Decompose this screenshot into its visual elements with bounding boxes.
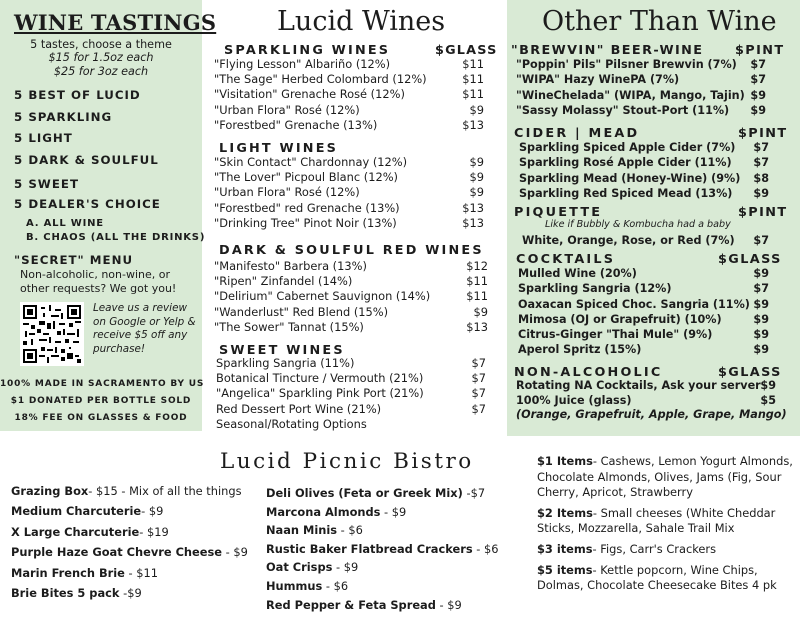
menu-item-price: $13 [466, 319, 488, 334]
menu-item-price: $13 [462, 215, 484, 230]
bistro-item [266, 486, 498, 505]
price-tier-items: - Kettle popcorn, Wine Chips, Dolmas, Chocolate Cheesecake Bites 4 pk [537, 562, 777, 593]
menu-item-name: Botanical Tincture / Vermouth (21%) [216, 371, 424, 386]
menu-item-price: $12 [466, 259, 488, 273]
bistro-item-name: Rustic Baker Flatbread Crackers [266, 541, 473, 556]
menu-item [518, 297, 769, 312]
price-tier-label: $1 Items [537, 454, 593, 468]
fee-note: 18% FEE ON GLASSES & FOOD [14, 413, 188, 423]
menu-item-price: $9 [469, 170, 484, 185]
other-than-wine-title: Other Than Wine [542, 6, 777, 37]
qr-code[interactable] [20, 302, 84, 366]
menu-item-price: $7 [753, 234, 769, 247]
menu-item-price: $7 [471, 371, 486, 386]
bistro-item [11, 525, 248, 545]
menu-item-price: $9 [750, 103, 766, 117]
bistro-item [266, 542, 498, 561]
menu-item-name: "Angelica" Sparkling Pink Port (21%) [216, 386, 424, 401]
bistro-item-name: Marin French Brie [11, 565, 125, 580]
menu-item-name: Seasonal/Rotating Options [216, 416, 367, 431]
menu-item [216, 417, 486, 432]
menu-item [214, 305, 488, 320]
bistro-item-price: - $9 [435, 597, 462, 612]
brewvin-list [516, 57, 766, 118]
menu-item-name: Oaxacan Spiced Choc. Sangria (11%) [518, 297, 750, 311]
bistro-item [266, 560, 498, 579]
brewvin-header: "BREWVIN" BEER-WINE [511, 43, 704, 58]
menu-item-name: Sparkling Sangria (11%) [216, 356, 355, 370]
piquette-list [522, 233, 769, 248]
menu-item-price: $5 [760, 394, 776, 408]
menu-item-name: Red Dessert Port Wine (21%) [216, 401, 382, 416]
price-tier-items: - Small cheeses (White Cheddar Sticks, Mozzarella, Sahale Trail Mix [537, 505, 776, 536]
menu-item-price: $9 [753, 297, 769, 311]
bistro-item [266, 579, 498, 598]
brewvin-price-header: $PINT [735, 43, 785, 58]
sparkling-wines-list [214, 57, 484, 133]
menu-item-name: Rotating NA Cocktails, Ask your server [516, 379, 761, 392]
bistro-item-name: Marcona Almonds [266, 504, 381, 519]
menu-item-price: $9 [750, 88, 766, 102]
menu-item-price: $8 [753, 171, 769, 185]
menu-item-name: Mulled Wine (20%) [518, 267, 637, 280]
menu-item-price: $13 [462, 117, 484, 132]
bistro-list-1 [11, 484, 248, 606]
menu-item [214, 72, 484, 87]
menu-item-price: $7 [753, 141, 769, 154]
menu-item-name: "Skin Contact" Chardonnay (12%) [214, 155, 408, 169]
menu-item-name: "Visitation" Grenache Rosé (12%) [214, 87, 405, 102]
bistro-item-name: Hummus [266, 578, 323, 593]
option-chaos: B. CHAOS (ALL THE DRINKS) [26, 232, 206, 243]
menu-item-name: "Flying Lesson" Albariño (12%) [214, 57, 391, 71]
menu-item-price: $7 [750, 73, 766, 87]
menu-item [522, 233, 769, 248]
menu-item [216, 371, 486, 386]
menu-item-name: White, Orange, Rose, or Red (7%) [522, 234, 735, 247]
non-alcoholic-price-header: $GLASS [718, 365, 782, 380]
menu-item-price: $11 [462, 57, 484, 71]
qr-code-image [23, 305, 81, 363]
cider-price-header: $PINT [738, 126, 788, 141]
menu-item [516, 103, 766, 118]
bistro-item [266, 523, 498, 542]
menu-item-name: "Manifesto" Barbera (13%) [214, 259, 367, 273]
menu-item [214, 170, 484, 185]
tastings-price-large: $25 for 3oz each [53, 65, 149, 78]
menu-item-name: "Drinking Tree" Pinot Noir (13%) [214, 215, 397, 230]
menu-item-price: $7 [750, 58, 766, 71]
price-tier-label: $2 Items [537, 505, 593, 520]
bistro-item [11, 504, 248, 524]
menu-item-price: $11 [466, 274, 488, 289]
menu-item-name: "The Lover" Picpoul Blanc (12%) [214, 170, 398, 185]
menu-item-price: $9 [469, 155, 484, 169]
menu-item-price: $9 [760, 379, 776, 392]
bistro-item-name: Brie Bites 5 pack [11, 585, 120, 600]
bistro-item-price: - $9 [141, 504, 164, 519]
menu-item-name: "The Sage" Herbed Colombard (12%) [214, 72, 427, 87]
menu-item-price: $9 [753, 267, 769, 280]
bistro-item-price: - $6 [322, 578, 349, 593]
piquette-header: PIQUETTE [514, 205, 603, 220]
menu-item [516, 88, 766, 103]
menu-item-name: "Sassy Molassy" Stout-Port (11%) [516, 103, 730, 117]
menu-item [214, 274, 488, 289]
menu-item-price: $11 [462, 87, 484, 102]
bistro-item [11, 586, 248, 606]
bistro-item-price: - $9 [380, 504, 407, 519]
light-wines-header: LIGHT WINES [219, 141, 339, 156]
bistro-item-name: Deli Olives (Feta or Greek Mix) [266, 486, 463, 500]
menu-item-name: "WineChelada" (WIPA, Mango, Tajin) [516, 88, 745, 102]
menu-item-name: "Urban Flora" Rosé (12%) [214, 185, 360, 200]
menu-item [519, 155, 769, 170]
menu-item [214, 155, 484, 170]
piquette-price-header: $PINT [738, 205, 788, 220]
menu-item [518, 266, 769, 281]
menu-item [518, 281, 769, 296]
bistro-list-2 [266, 486, 498, 616]
menu-item [519, 186, 769, 201]
sweet-wines-list [216, 356, 486, 432]
tastings-subtitle: 5 tastes, choose a theme [30, 38, 172, 51]
bistro-item [266, 598, 498, 617]
menu-item-name: Mimosa (OJ or Grapefruit) (10%) [518, 312, 722, 326]
bistro-item-name: Red Pepper & Feta Spread [266, 597, 436, 612]
theme-dealers-choice: 5 DEALER'S CHOICE [14, 197, 161, 211]
bistro-item-name: X Large Charcuterie [11, 524, 140, 539]
menu-item-price: $13 [462, 200, 484, 215]
bistro-item-price: -$7 [462, 486, 486, 500]
wine-tastings-title: WINE TASTINGS [14, 10, 217, 35]
bistro-list-3 [537, 454, 797, 599]
bistro-item-price: - $15 - Mix of all the things [88, 484, 242, 498]
menu-item-price: $9 [469, 185, 484, 200]
menu-item-price: $11 [466, 289, 488, 304]
menu-item [214, 201, 484, 216]
lucid-wines-title: Lucid Wines [277, 6, 446, 37]
bistro-item-price: - $6 [472, 541, 499, 556]
theme-sweet: 5 SWEET [14, 177, 79, 191]
light-wines-list [214, 155, 484, 231]
menu-item [214, 103, 484, 118]
dark-soulful-list [214, 259, 488, 335]
menu-item [214, 118, 484, 133]
juice-options: (Orange, Grapefruit, Apple, Grape, Mango) [516, 408, 787, 421]
theme-dark-soulful: 5 DARK & SOULFUL [14, 153, 159, 167]
cider-mead-list [519, 140, 769, 201]
menu-item-name: "Wanderlust" Red Blend (15%) [214, 304, 389, 319]
menu-item-name: "Forestbed" Grenache (13%) [214, 117, 378, 132]
non-alcoholic-list [516, 378, 776, 409]
menu-item [519, 171, 769, 186]
price-tier [537, 563, 795, 594]
menu-item-name: Sparkling Mead (Honey-Wine) (9%) [519, 171, 741, 185]
menu-item-price: $11 [462, 72, 484, 87]
menu-item [214, 320, 488, 335]
cocktails-header: COCKTAILS [516, 252, 616, 267]
menu-item [516, 57, 766, 72]
menu-item-price: $7 [471, 356, 486, 370]
piquette-note: Like if Bubbly & Kombucha had a baby [545, 219, 731, 230]
price-tier-label: $3 items [537, 541, 593, 556]
menu-item [518, 312, 769, 327]
menu-item-name: Aperol Spritz (15%) [518, 343, 642, 357]
menu-item [214, 87, 484, 102]
bistro-item-price: - $9 [222, 545, 248, 560]
menu-item [516, 393, 776, 408]
menu-item-name: Sparkling Red Spiced Mead (13%) [519, 186, 733, 200]
made-in-sacramento: 100% MADE IN SACRAMENTO BY US [0, 379, 205, 389]
sparkling-price-header: $GLASS [435, 43, 498, 58]
bistro-item [11, 545, 248, 565]
menu-item-name: "The Sower" Tannat (15%) [214, 319, 364, 334]
menu-item-name: "Urban Flora" Rosé (12%) [214, 102, 360, 117]
menu-item-name: Sparkling Spiced Apple Cider (7%) [519, 141, 736, 154]
menu-item-price: $7 [753, 282, 769, 296]
review-promo: Leave us a review on Google or Yelp & receive $5 off any purchase! [93, 302, 196, 355]
menu-item-name: "Ripen" Zinfandel (14%) [214, 274, 353, 289]
menu-item-name: Sparkling Rosé Apple Cider (11%) [519, 156, 732, 170]
bistro-item-price: - $9 [332, 560, 359, 575]
theme-sparkling: 5 SPARKLING [14, 110, 113, 124]
menu-item-price: $9 [473, 304, 488, 319]
bistro-item-name: Medium Charcuterie [11, 504, 142, 519]
menu-item-price: $9 [753, 186, 769, 200]
cocktails-list [518, 266, 769, 358]
bistro-item [266, 505, 498, 524]
secret-menu-description: Non-alcoholic, non-wine, or other requests? We got you! [20, 268, 177, 295]
menu-item-name: "Delirium" Cabernet Sauvignon (14%) [214, 289, 431, 304]
bistro-item-name: Naan Minis [266, 523, 338, 538]
theme-best-of-lucid: 5 BEST OF LUCID [14, 88, 141, 102]
bistro-item [11, 484, 248, 504]
dark-soulful-header: DARK & SOULFUL RED WINES [219, 243, 484, 258]
menu-item [214, 259, 488, 274]
menu-item-name: 100% Juice (glass) [516, 394, 632, 408]
menu-item-price: $9 [469, 102, 484, 117]
menu-item [516, 378, 776, 393]
menu-item-name: "WIPA" Hazy WinePA (7%) [516, 73, 680, 87]
donation-note: $1 DONATED PER BOTTLE SOLD [10, 396, 192, 406]
bistro-item-price: -$9 [119, 585, 142, 600]
menu-item-price: $7 [753, 156, 769, 170]
bistro-item-price: - $19 [139, 524, 169, 539]
bistro-item-name: Purple Haze Goat Chevre Cheese [11, 545, 222, 560]
bistro-item-price: - $11 [124, 565, 158, 580]
price-tier-label: $5 items [537, 562, 593, 577]
price-tier [537, 454, 795, 501]
tastings-price-small: $15 for 1.5oz each [48, 51, 154, 64]
option-all-wine: A. ALL WINE [26, 218, 104, 229]
menu-item [214, 289, 488, 304]
bistro-item-name: Grazing Box [11, 484, 89, 498]
menu-item [214, 185, 484, 200]
menu-item [216, 386, 486, 401]
cocktails-price-header: $GLASS [718, 252, 782, 267]
menu-item-price: $7 [471, 386, 486, 401]
menu-item-price: $9 [753, 328, 769, 342]
price-tier [537, 506, 795, 537]
price-tier-items: - Figs, Carr's Crackers [592, 541, 717, 556]
sweet-wines-header: SWEET WINES [219, 343, 345, 358]
price-tier-items: - Cashews, Lemon Yogurt Almonds, Chocolate Almonds, Olives, Jams (Fig, Sour Cherry, Apricot, Strawberry [537, 454, 793, 500]
menu-item [516, 72, 766, 87]
sparkling-wines-header: SPARKLING WINES [224, 43, 391, 58]
menu-item-name: "Poppin' Pils" Pilsner Brewvin (7%) [516, 58, 737, 71]
menu-item [519, 140, 769, 155]
menu-item [216, 356, 486, 371]
secret-menu-title: "SECRET" MENU [14, 253, 134, 267]
menu-item-name: Citrus-Ginger "Thai Mule" (9%) [518, 328, 713, 342]
non-alcoholic-header: NON-ALCOHOLIC [514, 365, 663, 380]
menu-item [518, 342, 769, 357]
bistro-item-name: Oat Crisps [266, 560, 333, 575]
bistro-item [11, 566, 248, 586]
menu-item [216, 402, 486, 417]
cider-mead-header: CIDER | MEAD [514, 126, 640, 141]
menu-item [214, 57, 484, 72]
menu-item [518, 327, 769, 342]
price-tier [537, 542, 795, 558]
menu-item-name: Sparkling Sangria (12%) [518, 282, 672, 296]
menu-item-name: "Forestbed" red Grenache (13%) [214, 200, 400, 215]
menu-item-price: $9 [753, 312, 769, 326]
menu-item-price: $7 [471, 401, 486, 416]
bistro-title: Lucid Picnic Bistro [220, 449, 474, 474]
theme-light: 5 LIGHT [14, 131, 73, 145]
menu-item-price: $9 [753, 343, 769, 357]
bistro-item-price: - $6 [337, 523, 363, 538]
menu-item [214, 216, 484, 231]
